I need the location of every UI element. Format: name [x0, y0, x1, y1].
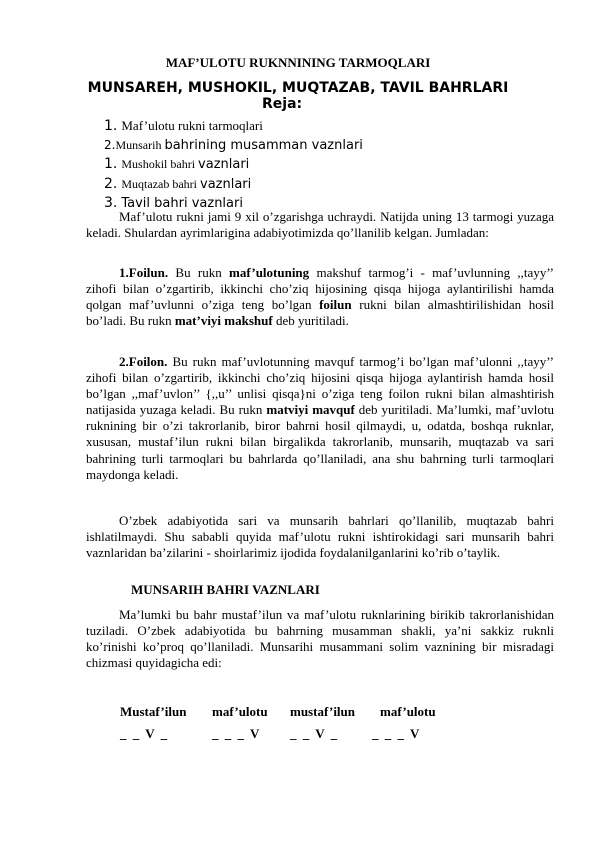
plan-item-number: 2. — [104, 175, 118, 192]
intro-text: Maf’ulotu rukni jami 9 xil o’zgarishga uchraydi. Natijda uning 13 tarmogi yuzaga keladi. Shulardan ayrimlarigina adabiyotimizda qo’llanilib kelgan. Jumladan: — [86, 209, 554, 241]
scheme-header: maf’ulotu — [380, 704, 436, 719]
paragraph-foilun — [86, 265, 554, 329]
paragraph-foilon — [86, 354, 554, 483]
para-term: mat’viyi makshuf — [174, 313, 273, 329]
para-text: Bu rukn maf’uvlotunning mavquf tarmog’i bo’lgan maf’ulonni ,,tayy’’ zihofi bilan o’zgartirib, ikkinchi cho’ziq hijosini qisqa hijoga aylantirish hamda hosil bo’lgan ,,maf’uvlon’’ {,,u’’ unlisi qisqa}ni o’ziga teng foilon rukni bilan almashtirish natijasida yuzaga keladi. Bu rukn — [86, 354, 554, 418]
scheme-pattern: _ _ V _ — [290, 726, 338, 741]
plan-item — [104, 136, 363, 156]
para-term: foilun — [319, 297, 352, 313]
scheme-pattern: _ _ _ V — [212, 726, 260, 741]
plan-item-text: Maf’ulotu rukni tarmoqlari — [121, 118, 263, 133]
intro-paragraph — [86, 209, 554, 241]
plan-item-text-sans: Tavil bahri vaznlari — [121, 196, 243, 211]
plan-item-number: 1. — [104, 118, 118, 134]
scheme-pattern: _ _ V _ — [120, 726, 168, 741]
meter-scheme — [120, 704, 480, 748]
scheme-pattern-row — [120, 726, 480, 748]
plan-item-text: Mushokil bahri — [121, 157, 199, 171]
scheme-header-row — [120, 704, 480, 726]
para-lead: 1.Foilun. — [119, 265, 169, 280]
plan-item — [104, 155, 363, 175]
scheme-header: mustaf’ilun — [290, 704, 356, 719]
plan-item — [104, 117, 363, 136]
paragraph-uzbek-literature — [86, 513, 554, 561]
section-subheading: MUNSARIH BAHRI VAZNLARI — [131, 582, 320, 597]
plan-item-number: 2. — [104, 137, 116, 152]
para-text: deb yuritiladi. Ma’lumki, maf’uvlotu ruknining bir o’zi takrorlanib, biror bahrni hosil qilmaydi, u, odatda, boshqa ruknlar, xususan, mustaf’ilun rukni bilan birgalikda takrorlanib, munsarih, muqtazab va sari bahrining turli tarmoqlari bu bahrlarda qo’llaniladi, ana shu bahrning turli tarmoqlari maydonga keladi. — [86, 402, 555, 482]
para-text: Bu rukn — [168, 265, 229, 280]
para-text: deb yuritiladi. — [272, 313, 349, 329]
scheme-header: maf’ulotu — [212, 704, 268, 719]
para-lead: 2.Foilon. — [119, 354, 168, 369]
plan-item-number: 3. — [104, 195, 118, 211]
para-term: matviyi mavquf — [266, 402, 355, 418]
plan-item-text-sans: vaznlari — [200, 176, 252, 192]
para-text: makshuf tarmog’i - maf’uvlunning ,,tayy’’ zihofi bilan o’zgartirib, ikkinchi cho’ziq hijosining qisqa hijoga aylantirilishi hamda qolgan maf’uvlunni o’ziga teng bo’lgan — [86, 265, 555, 313]
para-text: O’zbek adabiyotida sari va munsarih bahrlari qo’llanilib, muqtazab bahri ishlatilmaydi. Shu sababli quyida maf’ulotu rukni ishtirokidagi sari munsarih bahri vaznlaridan ba’zilarini - shoirlarimiz ijodida foydalanilganlarini ko’rib o’taylik. — [86, 513, 554, 561]
plan-heading: Reja: — [262, 96, 303, 112]
scheme-header: Mustaf’ilun — [120, 704, 187, 719]
plan-item-text: Munsarih — [115, 137, 165, 152]
paragraph-munsarih — [86, 607, 554, 671]
plan-item-text-sans: vaznlari — [198, 157, 250, 172]
plan-item — [104, 175, 363, 195]
scheme-pattern: _ _ _ V — [372, 726, 420, 741]
para-term: maf’ulotuning — [228, 265, 310, 280]
plan-item-text-sans: bahrining musamman vaznlari — [164, 137, 363, 153]
plan-item-number: 1. — [104, 156, 118, 172]
para-text: Ma’lumki bu bahr mustaf’ilun va maf’ulotu ruknlarining birikib takrorlanishidan tuziladi. O’zbek adabiyotida bu bahrning musamman shakli, ya’ni sakkiz ruknli ko’rinishi ko’proq qo’llaniladi. Munsarihi musammani solim vaznining bir misradagi chizmasi quyidagicha edi: — [86, 607, 554, 671]
document-title: MAF’ULOTU RUKNNINING TARMOQLARI — [165, 55, 431, 70]
document-subtitle: MUNSAREH, MUSHOKIL, MUQTAZAB, TAVIL BAHRLARI — [87, 80, 509, 96]
para-text: rukni bilan almashtirilishidan hosil bo’ladi. Bu rukn — [86, 297, 554, 329]
plan-item-text: Muqtazab bahri — [121, 176, 200, 191]
plan-list — [104, 117, 363, 214]
